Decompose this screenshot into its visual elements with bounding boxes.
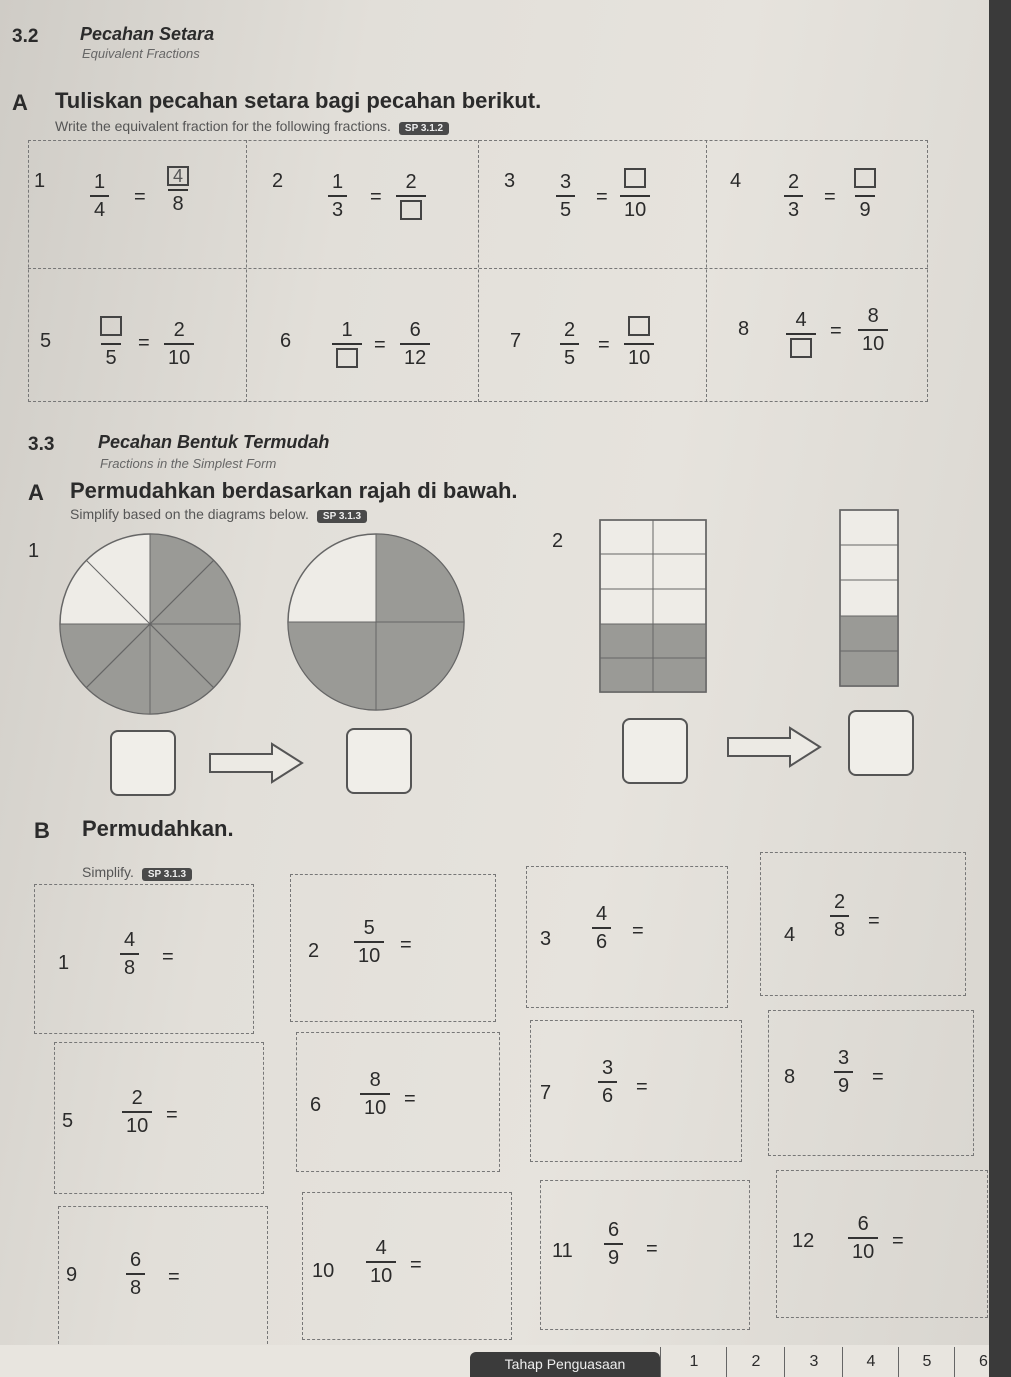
question-number: 11 [552, 1240, 573, 1262]
equals-sign: = [868, 910, 880, 932]
equals-sign: = [872, 1066, 884, 1088]
equals-sign: = [646, 1238, 658, 1260]
answer-fraction: 2 [396, 172, 426, 224]
answer-box[interactable] [346, 728, 412, 794]
fraction: $\frac{2}{3}$ [784, 172, 803, 220]
answer-fraction: 9 [850, 168, 880, 220]
fraction: 5 [96, 316, 126, 368]
question-number: 4 [784, 924, 796, 946]
level-cell[interactable]: 4 [842, 1347, 899, 1377]
instruction-english: Write the equivalent fraction for the following fractions. SP 3.1.2 [55, 118, 449, 135]
arrow-right-icon [206, 740, 306, 786]
answer-box[interactable] [400, 200, 422, 220]
equals-sign: = [404, 1088, 416, 1110]
answer-box[interactable] [628, 316, 650, 336]
equals-sign: = [138, 332, 150, 354]
sp-tag: SP 3.1.2 [399, 122, 449, 135]
equals-sign: = [134, 186, 146, 208]
fraction: $\frac{2}{5}$ [560, 320, 579, 368]
answer-box[interactable] [110, 730, 176, 796]
fraction: $\frac{2}{8}$ [830, 892, 849, 940]
fraction: $\frac{4}{6}$ [592, 904, 611, 952]
question-number: 7 [540, 1082, 552, 1104]
fraction: $\frac{4}{10}$ [366, 1238, 396, 1286]
fraction: $\frac{6}{10}$ [848, 1214, 878, 1262]
question-number: 1 [58, 952, 70, 974]
sp-tag: SP 3.1.3 [317, 510, 367, 523]
grid-fifths-diagram [838, 508, 902, 688]
level-cell[interactable]: 6 [954, 1347, 1011, 1377]
fraction: $\frac{4}{8}$ [120, 930, 139, 978]
grid-divider [478, 140, 479, 402]
fraction: 1 [332, 320, 362, 372]
question-number: 6 [310, 1094, 322, 1116]
arrow-right-icon [724, 724, 824, 770]
question-card [526, 866, 728, 1008]
grid-divider [706, 140, 707, 402]
instruction: Tuliskan pecahan setara bagi pecahan berikut. [55, 88, 542, 113]
question-number: 12 [792, 1230, 815, 1252]
fraction: $\frac{8}{10}$ [858, 306, 888, 354]
circle-eighths-diagram [56, 530, 244, 718]
instruction: Permudahkan. [82, 816, 234, 841]
level-cell[interactable]: 5 [898, 1347, 955, 1377]
equals-sign: = [400, 934, 412, 956]
instruction: Permudahkan berdasarkan rajah di bawah. [70, 478, 518, 503]
fraction: $\frac{1}{4}$ [90, 172, 109, 220]
question-number: 3 [540, 928, 552, 950]
part-letter: A [12, 90, 28, 115]
circle-quarters-diagram [284, 530, 468, 714]
fraction: $\frac{1}{3}$ [328, 172, 347, 220]
section-number: 3.3 [28, 434, 55, 455]
question-card [290, 874, 496, 1022]
question-number: 8 [784, 1066, 796, 1088]
section-number: 3.2 [12, 26, 39, 47]
answer-box[interactable] [848, 710, 914, 776]
answer-fraction: 10 [624, 316, 654, 368]
question-card [54, 1042, 264, 1194]
fraction: $\frac{8}{10}$ [360, 1070, 390, 1118]
grid-divider [246, 140, 247, 402]
equals-sign: = [162, 946, 174, 968]
question-number: 8 [738, 318, 750, 340]
equals-sign: = [892, 1230, 904, 1252]
equals-sign: = [374, 334, 386, 356]
level-cell[interactable]: 1 [660, 1347, 727, 1377]
question-number: 4 [730, 170, 742, 192]
section-title: Pecahan Bentuk Termudah [98, 432, 330, 452]
question-number: 2 [308, 940, 320, 962]
grid-tenths-diagram [598, 518, 708, 694]
part-letter: B [34, 818, 50, 843]
fraction: $\frac{6}{12}$ [400, 320, 430, 368]
level-cell[interactable]: 3 [784, 1347, 843, 1377]
fraction: $\frac{2}{10}$ [164, 320, 194, 368]
instruction-english: Simplify based on the diagrams below. SP 3.1.3 [70, 506, 367, 523]
equals-sign: = [166, 1104, 178, 1126]
question-number: 2 [552, 530, 564, 552]
answer-box[interactable] [790, 338, 812, 358]
question-number: 5 [62, 1110, 74, 1132]
answer-fraction: $\frac{4}{8}$ [163, 166, 193, 214]
equals-sign: = [598, 334, 610, 356]
mastery-level-tab: Tahap Penguasaan [470, 1352, 660, 1377]
equals-sign: = [370, 186, 382, 208]
page-edge-shadow [989, 0, 1011, 1377]
question-card [296, 1032, 500, 1172]
question-number: 1 [34, 170, 46, 192]
sp-tag: SP 3.1.3 [142, 868, 192, 881]
question-number: 7 [510, 330, 522, 352]
section-title: Pecahan Setara [80, 24, 215, 44]
answer-box[interactable]: 4 [167, 166, 189, 186]
fraction: $\frac{3}{6}$ [598, 1058, 617, 1106]
question-number: 6 [280, 330, 292, 352]
equals-sign: = [168, 1266, 180, 1288]
question-number: 10 [312, 1260, 335, 1282]
answer-box[interactable] [336, 348, 358, 368]
fraction: 4 [786, 310, 816, 362]
equals-sign: = [410, 1254, 422, 1276]
section-subtitle: Equivalent Fractions [82, 46, 200, 61]
fraction: $\frac{3}{5}$ [556, 172, 575, 220]
equals-sign: = [632, 920, 644, 942]
question-number: 1 [28, 540, 40, 562]
answer-box[interactable] [100, 316, 122, 336]
equals-sign: = [824, 186, 836, 208]
answer-box[interactable] [622, 718, 688, 784]
instruction-english: Simplify. SP 3.1.3 [82, 864, 192, 881]
section-subtitle: Fractions in the Simplest Form [100, 456, 277, 471]
answer-box[interactable] [854, 168, 876, 188]
fraction: $\frac{6}{8}$ [126, 1250, 145, 1298]
question-number: 9 [66, 1264, 78, 1286]
fraction: $\frac{3}{9}$ [834, 1048, 853, 1096]
question-card [768, 1010, 974, 1156]
fraction: $\frac{5}{10}$ [354, 918, 384, 966]
equals-sign: = [636, 1076, 648, 1098]
part-letter: A [28, 480, 44, 505]
equals-sign: = [830, 320, 842, 342]
equals-sign: = [596, 186, 608, 208]
question-card [58, 1206, 268, 1354]
fraction: $\frac{2}{10}$ [122, 1088, 152, 1136]
level-cell[interactable]: 2 [726, 1347, 785, 1377]
answer-box[interactable] [624, 168, 646, 188]
question-number: 5 [40, 330, 52, 352]
question-number: 3 [504, 170, 516, 192]
question-number: 2 [272, 170, 284, 192]
answer-fraction: 10 [620, 168, 650, 220]
fraction: $\frac{6}{9}$ [604, 1220, 623, 1268]
